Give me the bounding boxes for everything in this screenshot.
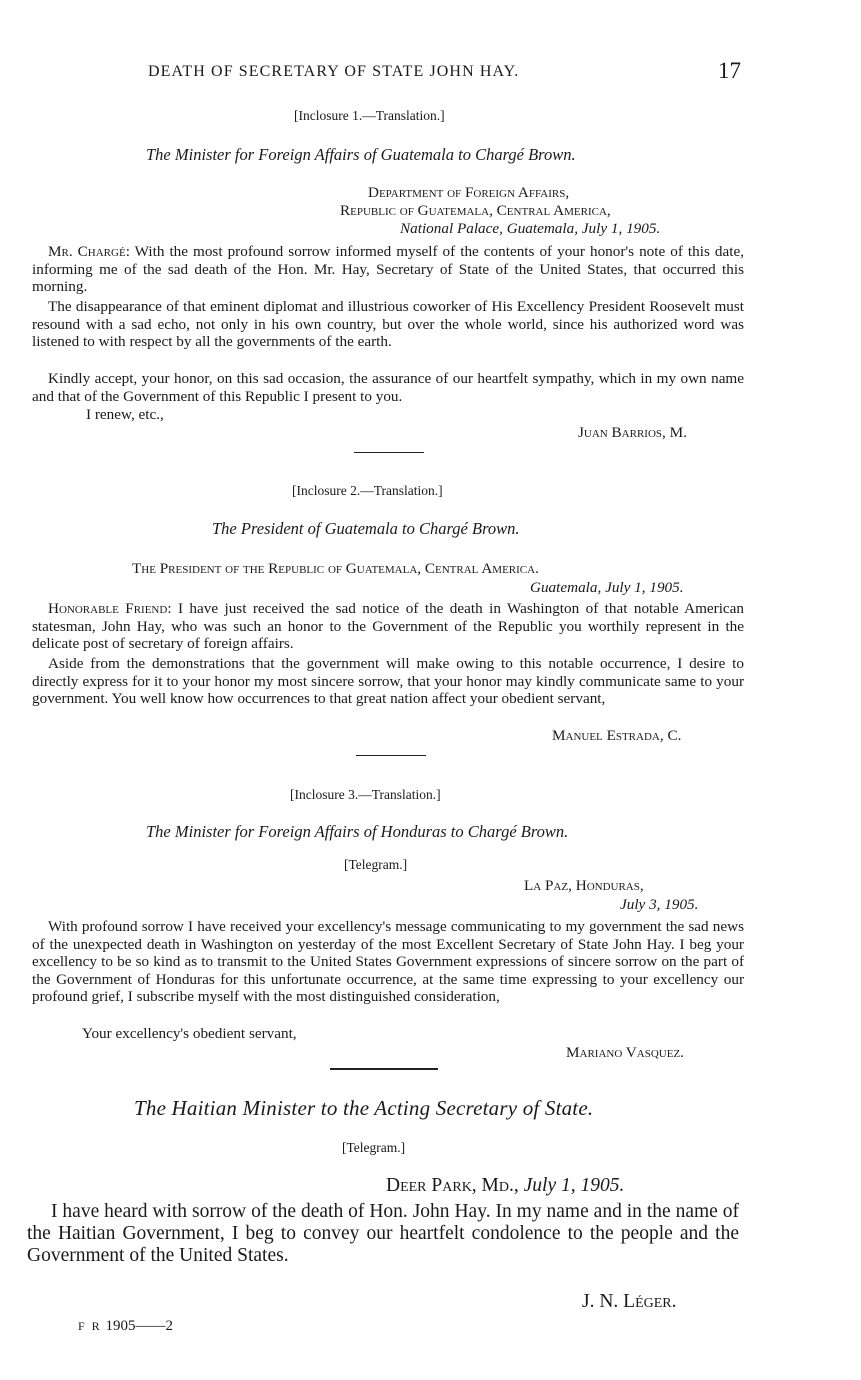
inclosure3-place: La Paz, Honduras, — [524, 877, 644, 894]
page-number: 17 — [718, 58, 741, 83]
inclosure2-label: [Inclosure 2.—Translation.] — [292, 483, 443, 498]
inclosure2-paragraph2: Aside from the demonstrations that the government will make owing to this notable occurrence, I desire to directly express for it to your honor my most sincere sorrow, that your honor may kindly communicate same to your government. You well know how occurrences to that great nation affect your obedient servant, — [32, 655, 744, 708]
section-divider-thick — [330, 1068, 438, 1070]
inclosure1-label: [Inclosure 1.—Translation.] — [294, 108, 445, 123]
inclosure1-para1-text: : With the most profound sorrow informed myself of the contents of your honor's note of this date, informing me of the sad death of the Hon. Mr. Hay, Secretary of State of the United States, that occurred this morning. — [32, 243, 744, 296]
haitian-telegram-label: [Telegram.] — [342, 1140, 406, 1155]
inclosure1-address-line1: Department of Foreign Affairs, — [368, 184, 570, 201]
haitian-date: July 1, 1905. — [523, 1175, 625, 1196]
inclosure1-heading: The Minister for Foreign Affairs of Guatemala to Chargé Brown. — [146, 145, 576, 164]
inclosure3-closing: Your excellency's obedient servant, — [82, 1025, 297, 1042]
inclosure3-label: [Inclosure 3.—Translation.] — [290, 787, 441, 802]
section-divider — [356, 755, 426, 756]
inclosure2-address-line1: The President of the Republic of Guatemala, Central America. — [132, 560, 539, 577]
inclosure2-salutation: Honorable Friend — [48, 600, 168, 617]
inclosure3-heading: The Minister for Foreign Affairs of Honduras to Chargé Brown. — [146, 822, 569, 841]
footer-prefix: F R — [78, 1319, 102, 1333]
inclosure3-paragraph1: With profound sorrow I have received your excellency's message communicating to my government the sad news of the unexpected death in Washington on yesterday of the most Excellent Secretary of State John Hay. I beg your excellency to be so kind as to transmit to the United States Government expressions of sincere sorrow on the part of the Government of Honduras for this unfortunate occurrence, at the same time expressing to your excellency our profound grief, I subscribe myself with the most distinguished consideration, — [32, 918, 744, 1006]
haitian-place: Deer Park, Md., — [386, 1175, 519, 1196]
inclosure1-address-line3: National Palace, Guatemala, July 1, 1905. — [400, 220, 661, 237]
inclosure1-salutation: Mr. Chargé — [48, 243, 126, 260]
haitian-place-date — [386, 1175, 624, 1197]
inclosure3-signature: Mariano Vasquez. — [566, 1044, 684, 1061]
inclosure2-address-line2: Guatemala, July 1, 1905. — [530, 579, 684, 596]
haitian-signature: J. N. Léger. — [582, 1291, 677, 1312]
inclosure3-telegram-label: [Telegram.] — [344, 857, 408, 872]
footer-signature-mark — [78, 1318, 173, 1335]
section-divider — [354, 452, 424, 453]
inclosure1-closing: I renew, etc., — [86, 406, 164, 423]
inclosure1-address-line2: Republic of Guatemala, Central America, — [340, 202, 611, 219]
footer-mark-text: 1905——2 — [105, 1318, 173, 1334]
running-header-title: DEATH OF SECRETARY OF STATE JOHN HAY. — [148, 63, 520, 80]
haitian-heading: The Haitian Minister to the Acting Secretary of State. — [134, 1096, 594, 1120]
inclosure2-para1-text: : I have just received the sad notice of the death in Washington of that notable American statesman, John Hay, who was such an honor to the Government of the Republic you worthily represent in the delicate post of secretary of foreign affairs. — [32, 600, 744, 653]
inclosure2-paragraph1 — [32, 600, 744, 653]
inclosure3-date: July 3, 1905. — [620, 896, 699, 913]
inclosure2-signature: Manuel Estrada, C. — [552, 727, 682, 744]
inclosure1-paragraph3: Kindly accept, your honor, on this sad occasion, the assurance of our heartfelt sympathy, which in my own name and that of the Government of this Republic I present to you. — [32, 370, 744, 405]
inclosure1-signature: Juan Barrios, M. — [578, 424, 687, 441]
inclosure2-heading: The President of Guatemala to Chargé Brown. — [212, 519, 520, 538]
inclosure1-paragraph2: The disappearance of that eminent diplomat and illustrious coworker of His Excellency President Roosevelt must resound with a sad echo, not only in his own country, but over the whole world, since his authorized word was listened to with respect by all the governments of the earth. — [32, 298, 744, 351]
inclosure1-paragraph1 — [32, 243, 744, 296]
haitian-paragraph1: I have heard with sorrow of the death of Hon. John Hay. In my name and in the name of the Haitian Government, I beg to convey our heartfelt condolence to the people and the Government of the United States. — [27, 1201, 739, 1266]
